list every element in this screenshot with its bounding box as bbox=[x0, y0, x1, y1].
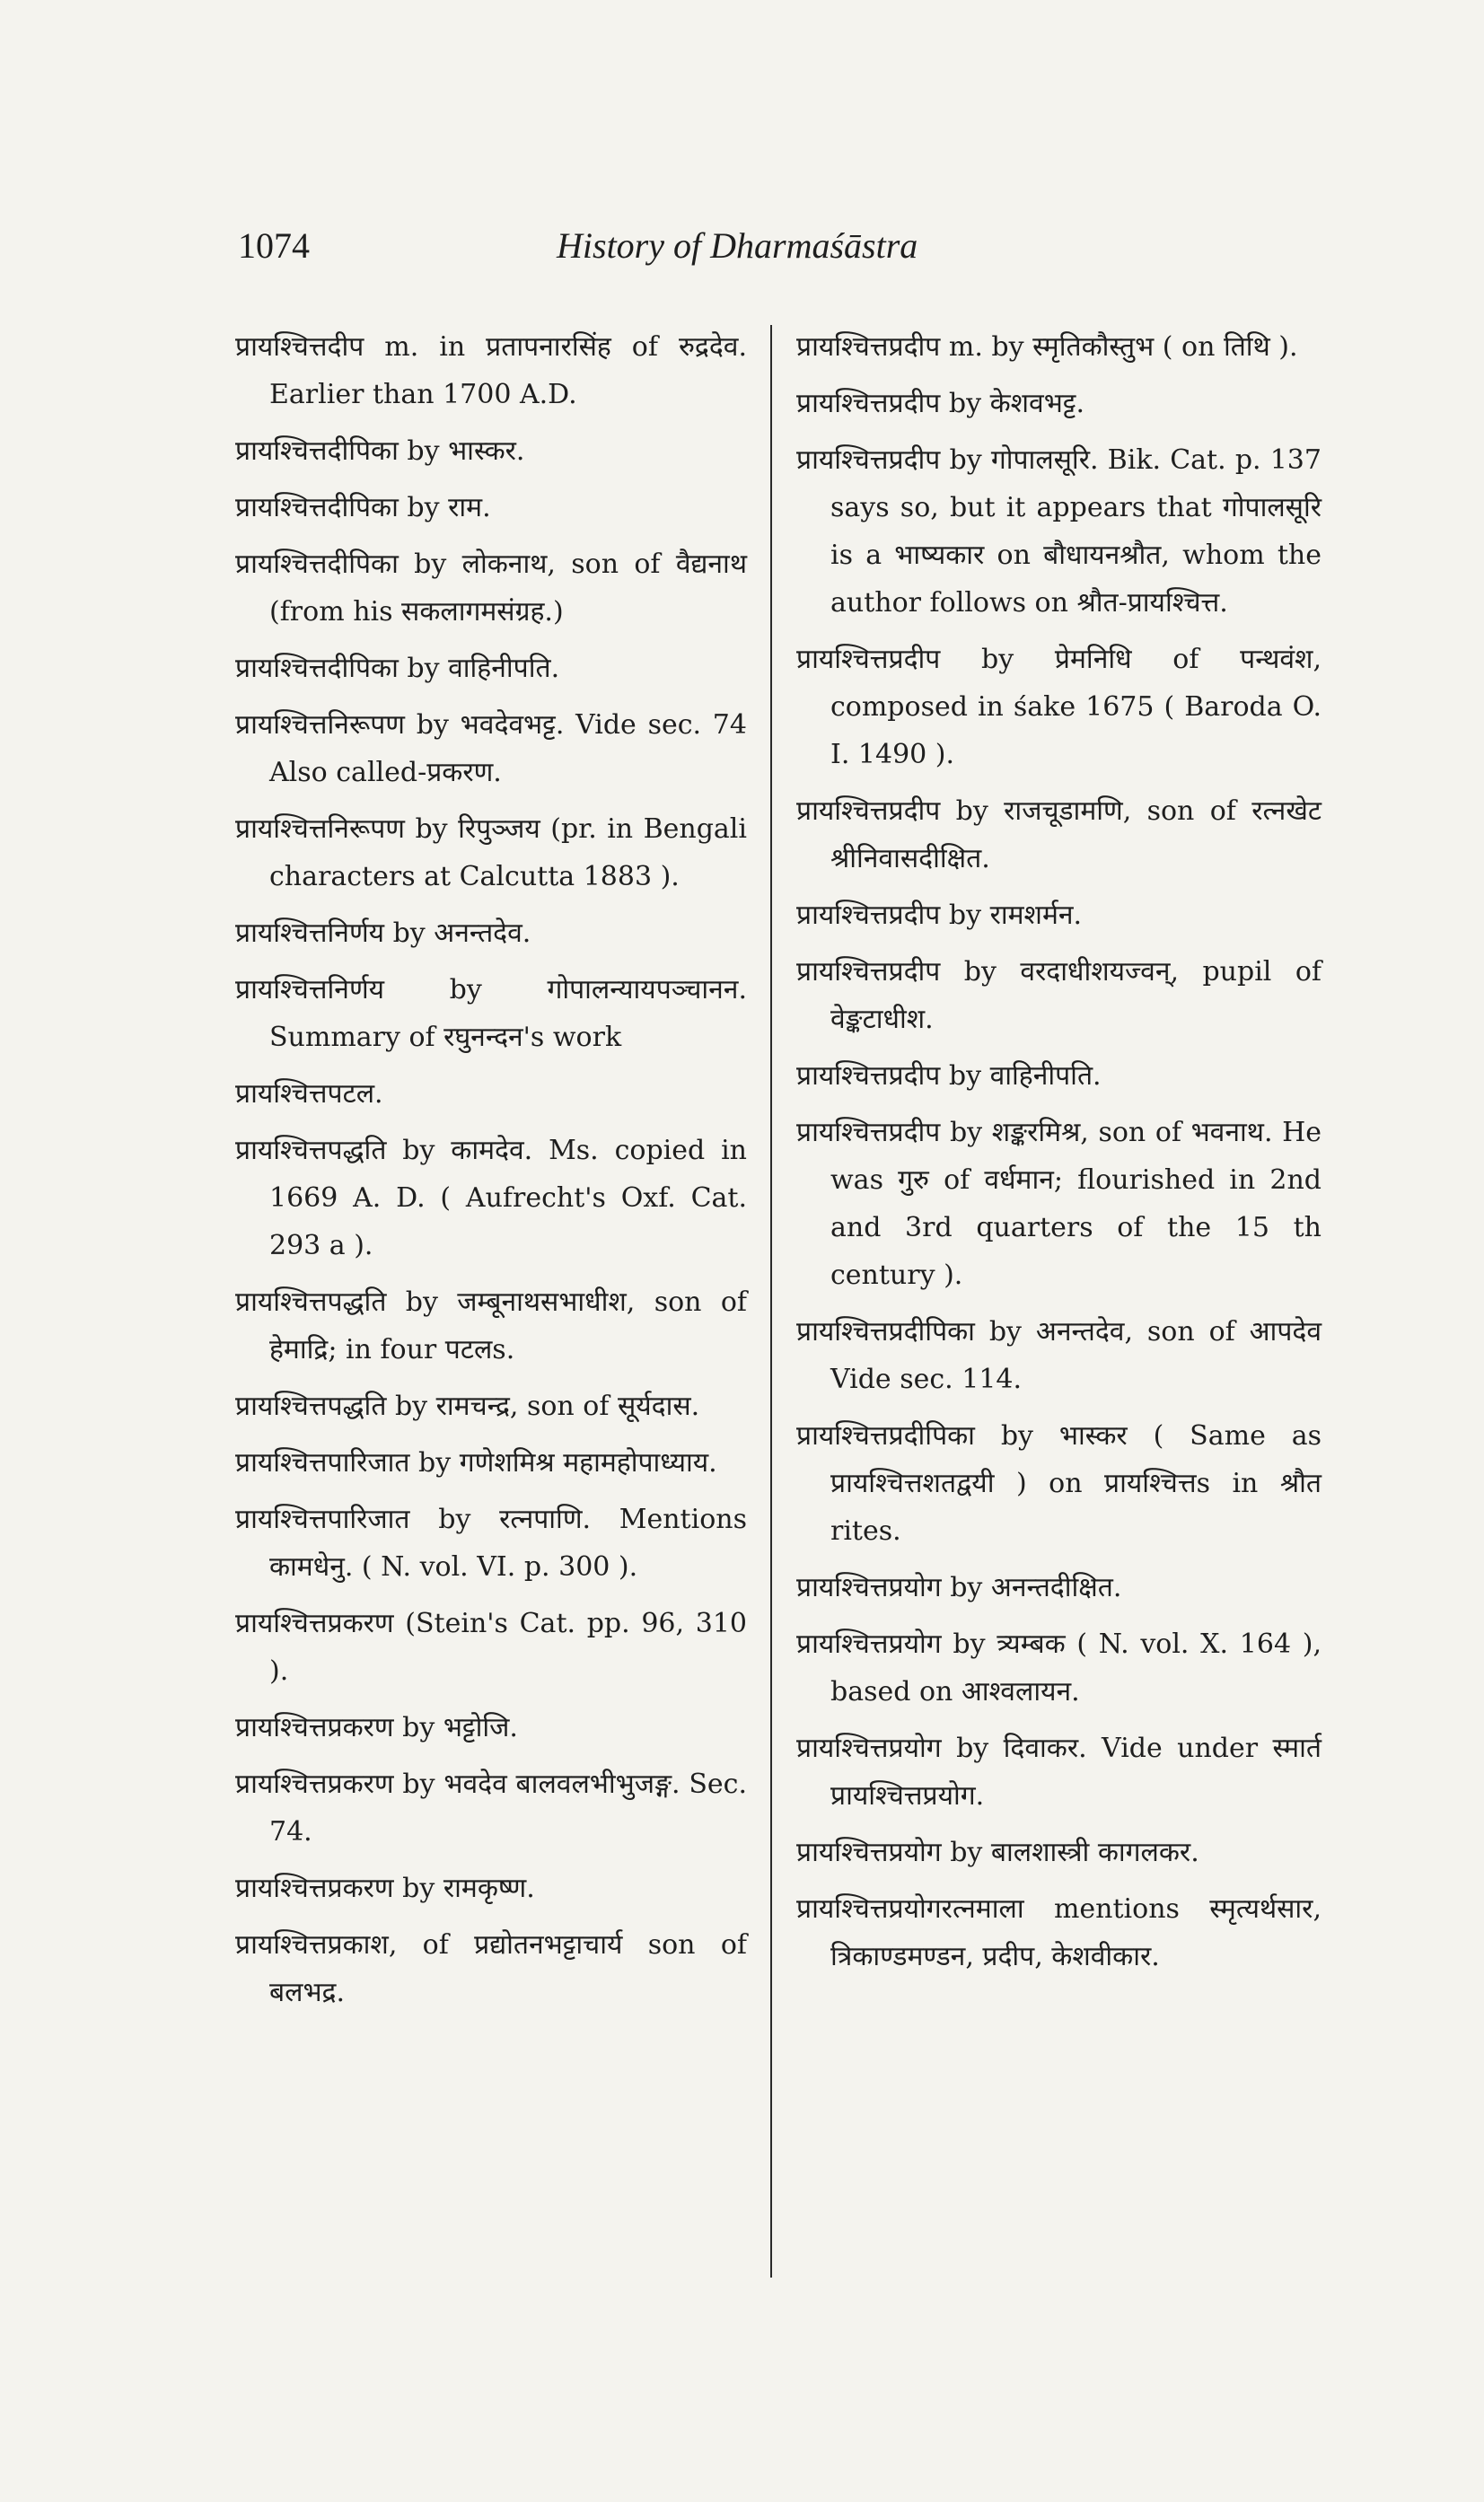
column-divider bbox=[770, 325, 772, 2278]
entry: प्रायश्चित्तप्रकरण by भट्टोजि. bbox=[235, 1712, 518, 1743]
right-column bbox=[796, 323, 1322, 1989]
entry: प्रायश्चित्तप्रदीप by वरदाधीशयज्वन्, pupil of वेङ्कटाधीश. bbox=[796, 956, 1322, 1035]
entry: प्रायश्चित्तप्रयोग by अनन्तदीक्षित. bbox=[796, 1572, 1122, 1603]
entry: प्रायश्चित्तनिरूपण by रिपुञ्जय (pr. in Bengali characters at Calcutta 1883 ). bbox=[235, 813, 747, 892]
page-header bbox=[238, 224, 1297, 278]
entry: प्रायश्चित्तपद्धति by रामचन्द्र, son of सूर्यदास. bbox=[235, 1391, 700, 1422]
entry: प्रायश्चित्तप्रदीप by प्रेमनिधि of पन्थवंश, composed in śake 1675 ( Baroda O. I. 1490 ). bbox=[796, 644, 1322, 770]
entry: प्रायश्चित्तपटल. bbox=[235, 1078, 383, 1110]
entry: प्रायश्चित्तनिर्णय by अनन्तदेव. bbox=[235, 917, 531, 949]
entry: प्रायश्चित्तदीपिका by भास्कर. bbox=[235, 435, 525, 467]
entry: प्रायश्चित्तप्रदीप by वाहिनीपति. bbox=[796, 1060, 1102, 1092]
entry: प्रायश्चित्तनिरूपण by भवदेवभट्ट. Vide sec. 74 Also called-प्रकरण. bbox=[235, 709, 747, 788]
entry: प्रायश्चित्तप्रकरण by भवदेव बालवलभीभुजङ्ग. Sec. 74. bbox=[235, 1769, 747, 1848]
entry: प्रायश्चित्तप्रदीप by रामशर्मन. bbox=[796, 900, 1083, 931]
entry: प्रायश्चित्तप्रयोग by त्र्यम्बक ( N. vol. X. 164 ), based on आश्वलायन. bbox=[796, 1628, 1322, 1708]
entry: प्रायश्चित्तदीपिका by राम. bbox=[235, 492, 491, 523]
entry: प्रायश्चित्तदीपिका by वाहिनीपति. bbox=[235, 653, 560, 684]
entry: प्रायश्चित्तप्रयोग by दिवाकर. Vide under स्मार्त प्रायश्चित्तप्रयोग. bbox=[796, 1733, 1322, 1812]
entry: प्रायश्चित्तपद्धति by कामदेव. Ms. copied in 1669 A. D. ( Aufrecht's Oxf. Cat. 293 a ). bbox=[235, 1135, 747, 1261]
entry: प्रायश्चित्तप्रकरण (Stein's Cat. pp. 96, 310 ). bbox=[235, 1608, 747, 1687]
entry: प्रायश्चित्तप्रदीप m. by स्मृतिकौस्तुभ ( on तिथि ). bbox=[796, 331, 1298, 363]
entry: प्रायश्चित्तप्रदीपिका by अनन्तदेव, son of आपदेव Vide sec. 114. bbox=[796, 1316, 1322, 1395]
entry: प्रायश्चित्तप्रदीप by गोपालसूरि. Bik. Cat. p. 137 says so, but it appears that गोपालसूरि is a भाष्यकार on बौधायनश्रौत, whom the author follows on श्रौत-प्रायश्चित्त. bbox=[796, 444, 1322, 619]
entry: प्रायश्चित्तप्रदीप by केशवभट्ट. bbox=[796, 388, 1084, 419]
entry: प्रायश्चित्तपद्धति by जम्बूनाथसभाधीश, son of हेमाद्रि; in four पटलs. bbox=[235, 1286, 747, 1365]
left-column bbox=[235, 323, 747, 2025]
entry: प्रायश्चित्तप्रयोगरत्नमाला mentions स्मृत्यर्थसार, त्रिकाण्डमण्डन, प्रदीप, केशवीकार. bbox=[796, 1893, 1322, 1972]
entry: प्रायश्चित्तपारिजात by रत्नपाणि. Mentions कामधेनु. ( N. vol. VI. p. 300 ). bbox=[235, 1504, 747, 1583]
entry: प्रायश्चित्तप्रयोग by बालशास्त्री कागलकर. bbox=[796, 1837, 1199, 1868]
page-number: 1074 bbox=[238, 225, 310, 266]
entry: प्रायश्चित्तदीपिका by लोकनाथ, son of वैद्यनाथ (from his सकलागमसंग्रह.) bbox=[235, 549, 747, 628]
entry: प्रायश्चित्तप्रदीप by शङ्करमिश्र, son of भवनाथ. He was गुरु of वर्धमान; flourished in 2nd and 3rd quarters of the 15 th century ). bbox=[796, 1117, 1322, 1291]
running-title: History of Dharmaśāstra bbox=[557, 225, 918, 266]
entry: प्रायश्चित्तप्रदीप by राजचूडामणि, son of रत्नखेट श्रीनिवासदीक्षित. bbox=[796, 795, 1322, 874]
entry: प्रायश्चित्तप्रकरण by रामकृष्ण. bbox=[235, 1873, 535, 1904]
entry: प्रायश्चित्तप्रकाश, of प्रद्योतनभट्टाचार्य son of बलभद्र. bbox=[235, 1929, 747, 2008]
entry: प्रायश्चित्तपारिजात by गणेशमिश्र महामहोपाध्याय. bbox=[235, 1447, 717, 1479]
entry: प्रायश्चित्तनिर्णय by गोपालन्यायपञ्चानन. Summary of रघुनन्दन's work bbox=[235, 974, 747, 1053]
entry: प्रायश्चित्तप्रदीपिका by भास्कर ( Same as प्रायश्चित्तशतद्वयी ) on प्रायश्चित्तs in श्रौत rites. bbox=[796, 1420, 1322, 1547]
entry: प्रायश्चित्तदीप m. in प्रतापनारसिंह of रुद्रदेव. Earlier than 1700 A.D. bbox=[235, 331, 747, 410]
